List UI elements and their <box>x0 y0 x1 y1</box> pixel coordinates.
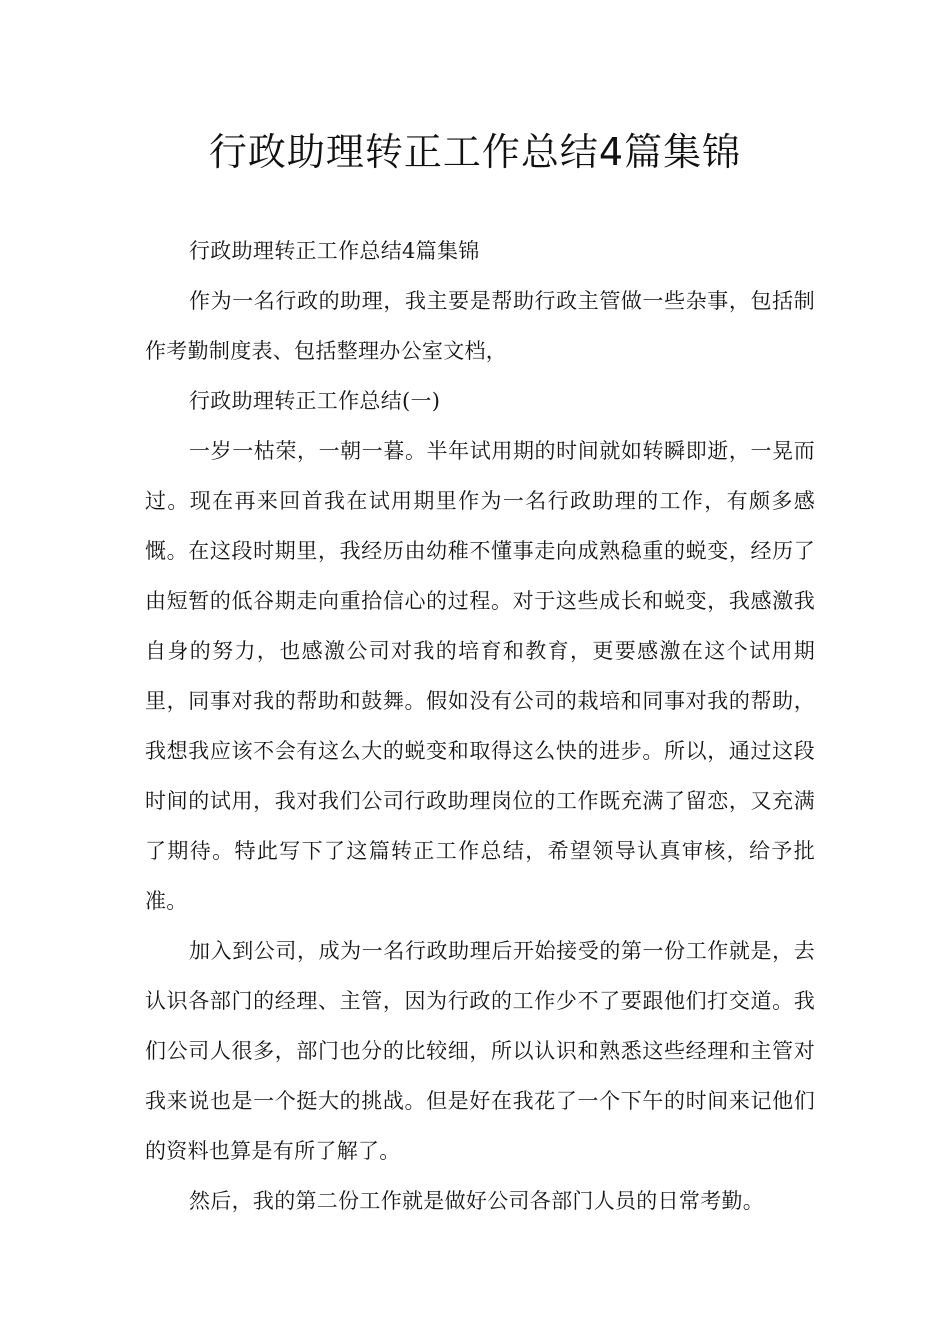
document-title: 行政助理转正工作总结4篇集锦 <box>208 130 742 174</box>
paragraph-section-heading: 行政助理转正工作总结(一) <box>189 389 441 413</box>
document-body <box>145 226 815 1226</box>
paragraph-subtitle: 行政助理转正工作总结4篇集锦 <box>189 239 480 263</box>
paragraph-intro: 作为一名行政的助理，我主要是帮助行政主管做一些杂事，包括制作考勤制度表、包括整理办公室文档， <box>145 289 815 363</box>
paragraph-second-task: 然后，我的第二份工作就是做好公司各部门人员的日常考勤。 <box>189 1189 765 1213</box>
paragraph-first-task: 加入到公司，成为一名行政助理后开始接受的第一份工作就是，去认识各部门的经理、主管，因为行政的工作少不了要跟他们打交道。我们公司人很多，部门也分的比较细，所以认识和熟悉这些经理和主管对我来说也是一个挺大的挑战。但是好在我花了一个下午的时间来记他们的资料也算是有所了解了。 <box>145 939 815 1163</box>
paragraph-reflection: 一岁一枯荣，一朝一暮。半年试用期的时间就如转瞬即逝，一晃而过。现在再来回首我在试用期里作为一名行政助理的工作，有颇多感慨。在这段时期里，我经历由幼稚不懂事走向成熟稳重的蜕变，经历了由短暂的低谷期走向重拾信心的过程。对于这些成长和蜕变，我感激我自身的努力，也感激公司对我的培育和教育，更要感激在这个试用期里，同事对我的帮助和鼓舞。假如没有公司的栽培和同事对我的帮助，我想我应该不会有这么大的蜕变和取得这么快的进步。所以，通过这段时间的试用，我对我们公司行政助理岗位的工作既充满了留恋，又充满了期待。特此写下了这篇转正工作总结，希望领导认真审核，给予批准。 <box>145 439 815 913</box>
